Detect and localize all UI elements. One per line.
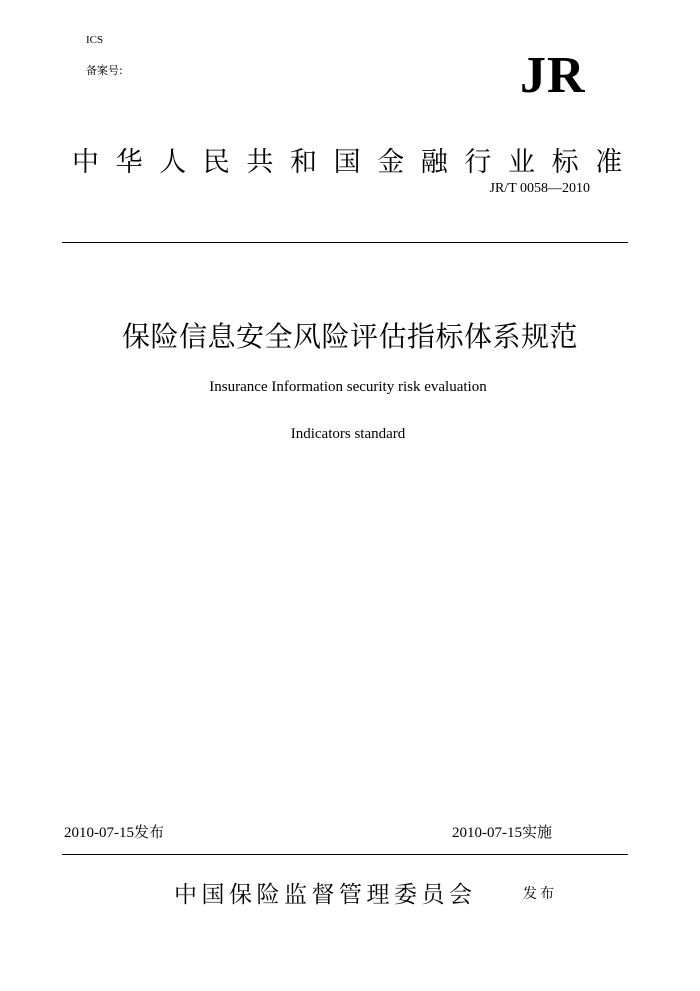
document-title-en-line2: Indicators standard xyxy=(290,426,406,442)
standard-category-title: 中华人民共和国金融行业标准 xyxy=(72,147,639,178)
standard-code: JR/T 0058—2010 xyxy=(489,181,590,196)
issue-word: 发布 xyxy=(523,886,557,902)
jr-logo: JR xyxy=(520,47,586,104)
ics-label: ICS xyxy=(86,34,104,46)
issue-date: 2010-07-15发布 xyxy=(64,825,164,841)
document-title-en-line1: Insurance Information security risk evaluation xyxy=(209,379,487,395)
issuer-name: 中国保险监督管理委员会 xyxy=(174,882,477,908)
bottom-divider xyxy=(62,854,628,855)
document-title-cn: 保险信息安全风险评估指标体系规范 xyxy=(121,320,578,353)
record-number-label: 备案号: xyxy=(86,64,123,77)
implement-date: 2010-07-15实施 xyxy=(452,825,552,841)
top-divider xyxy=(62,242,628,243)
